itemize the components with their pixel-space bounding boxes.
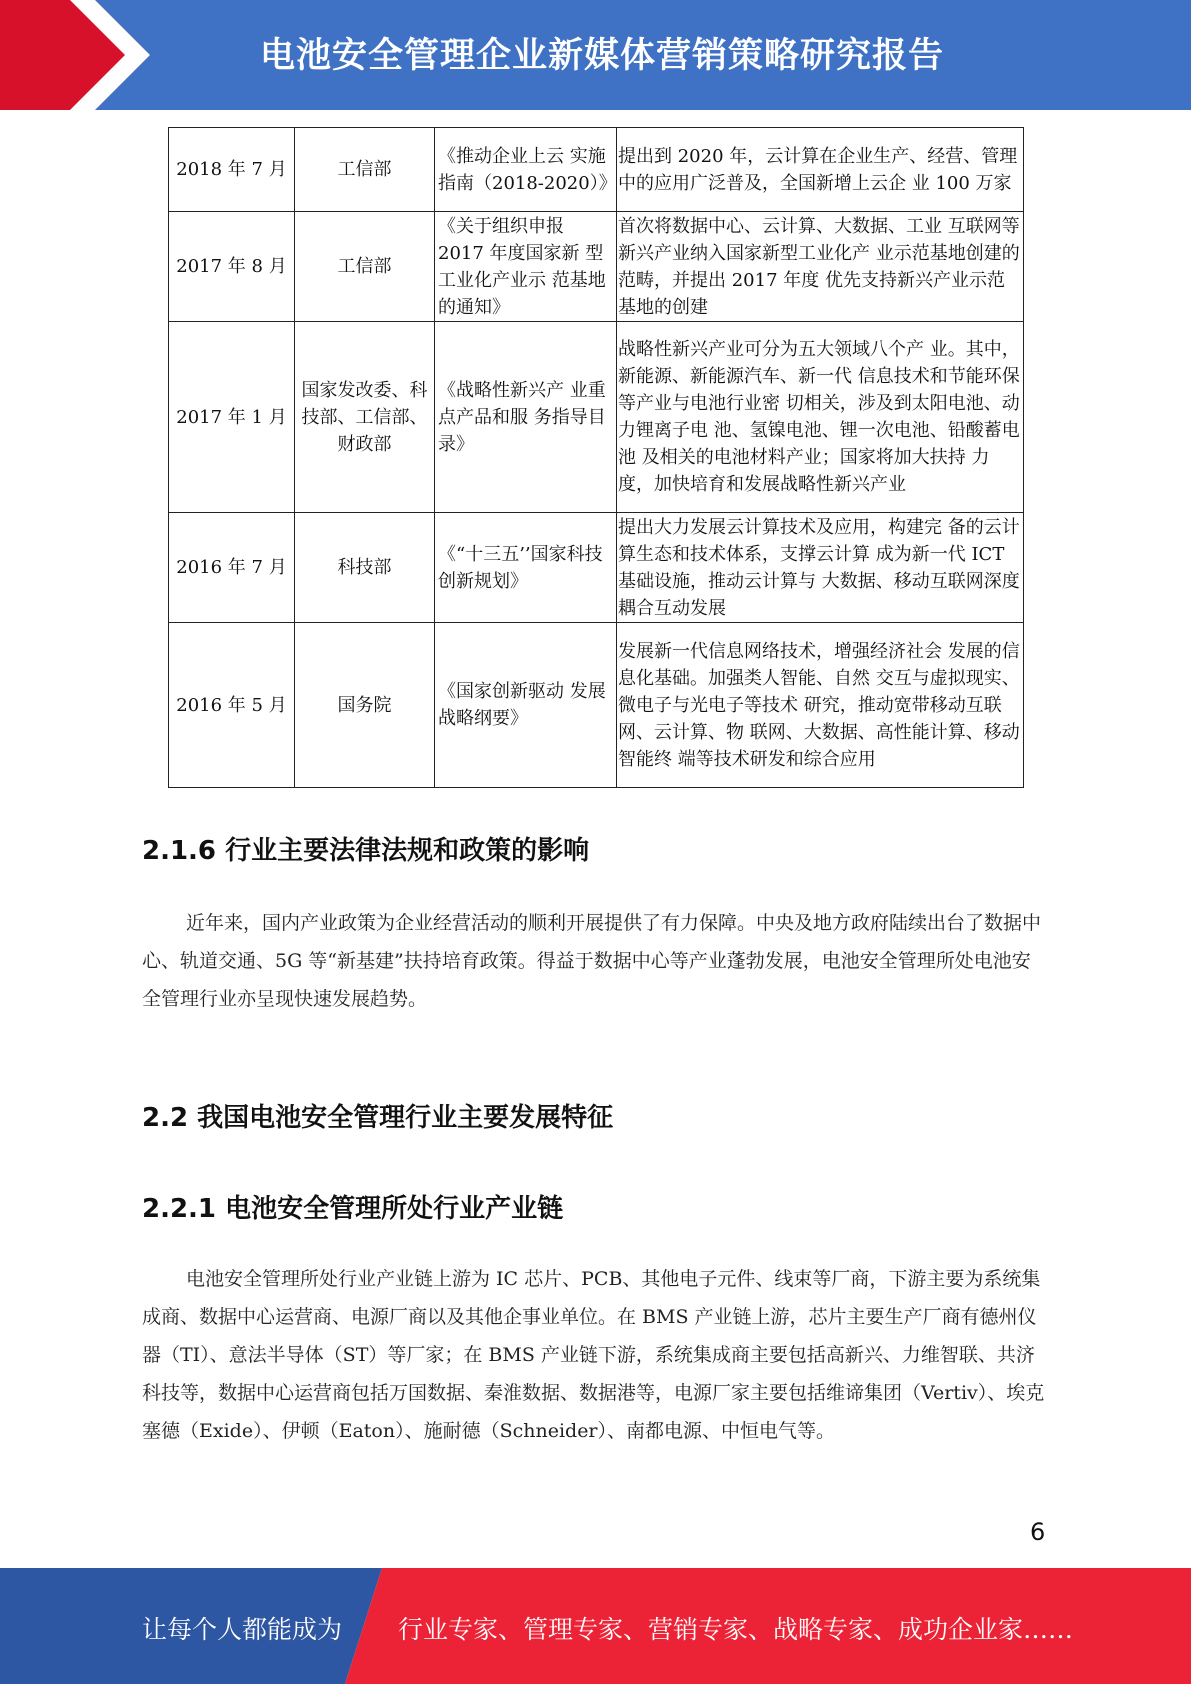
section-heading-2-2-1: 2.2.1 电池安全管理所处行业产业链 — [142, 1194, 564, 1224]
policy-date: 2016 年 5 月 — [169, 623, 295, 788]
policy-document: 《“十三五’’国家科技创新规划》 — [435, 513, 617, 623]
section-paragraph-2-1-6: 近年来，国内产业政策为企业经营活动的顺利开展提供了有力保障。中央及地方政府陆续出台了数据中心、轨道交通、5G 等“新基建”扶持培育政策。得益于数据中心等产业蓬勃发展，电池安全管理所处电池安全管理行业亦呈现快速发展趋势。 — [142, 912, 1042, 1010]
section-heading-2-2: 2.2 我国电池安全管理行业主要发展特征 — [142, 1103, 614, 1133]
policy-department: 工信部 — [295, 212, 435, 322]
footer-slogan-right: 行业专家、管理专家、营销专家、战略专家、成功企业家…… — [398, 1615, 1074, 1644]
policy-department: 工信部 — [295, 128, 435, 212]
table-row — [169, 128, 1024, 212]
section-paragraph-2-2-1: 电池安全管理所处行业产业链上游为 IC 芯片、PCB、其他电子元件、线束等厂商，下游主要为系统集成商、数据中心运营商、电源厂商以及其他企事业单位。在 BMS 产业链上游，芯片主要生产厂商有德州仪器（TI）、意法半导体（ST）等厂家；在 BMS 产业链下游，系统集成商主要包括高新兴、力维智联、共济科技等，数据中心运营商包括万国数据、秦淮数据、数据港等，电源厂家主要包括维谛集团（Vertiv）、埃克塞德（Exide）、伊顿（Eaton）、施耐德（Schneider）、南都电源、中恒电气等。 — [142, 1268, 1045, 1442]
table-row — [169, 513, 1024, 623]
table-row — [169, 212, 1024, 322]
policy-content: 提出到 2020 年，云计算在企业生产、经营、管理中的应用广泛普及，全国新增上云企 业 100 万家 — [617, 128, 1024, 212]
policy-date: 2017 年 8 月 — [169, 212, 295, 322]
policy-document: 《战略性新兴产 业重点产品和服 务指导目录》 — [435, 322, 617, 513]
policy-date: 2016 年 7 月 — [169, 513, 295, 623]
section-heading-2-1-6: 2.1.6 行业主要法律法规和政策的影响 — [142, 836, 590, 866]
policy-content: 战略性新兴产业可分为五大领域八个产 业。其中，新能源、新能源汽车、新一代 信息技术和节能环保等产业与电池行业密 切相关，涉及到太阳电池、动力锂离子电 池、氢镍电池、锂一次电池、铅酸蓄电池 及相关的电池材料产业；国家将加大扶持 力度，加快培育和发展战略性新兴产业 — [617, 322, 1024, 513]
footer-slogan-left: 让每个人都能成为 — [142, 1615, 343, 1644]
page-footer — [0, 1568, 1191, 1684]
policy-table — [168, 127, 1024, 788]
page-number: 6 — [1030, 1518, 1046, 1546]
document-title: 电池安全管理企业新媒体营销策略研究报告 — [260, 36, 945, 76]
policy-date: 2018 年 7 月 — [169, 128, 295, 212]
policy-content: 发展新一代信息网络技术，增强经济社会 发展的信息化基础。加强类人智能、自然 交互与虚拟现实、微电子与光电子等技术 研究，推动宽带移动互联网、云计算、物 联网、大数据、高性能计算、移动智能终 端等技术研发和综合应用 — [617, 623, 1024, 788]
policy-date: 2017 年 1 月 — [169, 322, 295, 513]
policy-content: 提出大力发展云计算技术及应用，构建完 备的云计算生态和技术体系，支撑云计算 成为新一代 ICT 基础设施，推动云计算与 大数据、移动互联网深度耦合互动发展 — [617, 513, 1024, 623]
policy-document: 《关于组织申报 2017 年度国家新 型工业化产业示 范基地的通知》 — [435, 212, 617, 322]
page-header — [0, 0, 1191, 110]
policy-department: 国务院 — [295, 623, 435, 788]
policy-department: 国家发改委、科技部、工信部、财政部 — [295, 322, 435, 513]
table-row — [169, 623, 1024, 788]
policy-department: 科技部 — [295, 513, 435, 623]
policy-document: 《国家创新驱动 发展战略纲要》 — [435, 623, 617, 788]
policy-document: 《推动企业上云 实施指南（2018-2020）》 — [435, 128, 617, 212]
policy-content: 首次将数据中心、云计算、大数据、工业 互联网等新兴产业纳入国家新型工业化产 业示范基地创建的范畴，并提出 2017 年度 优先支持新兴产业示范基地的创建 — [617, 212, 1024, 322]
table-row — [169, 322, 1024, 513]
